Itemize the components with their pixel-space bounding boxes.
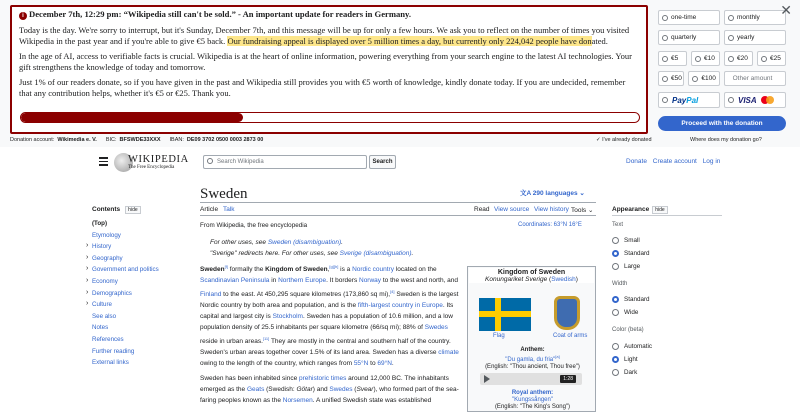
highlight: Our fundraising appeal is displayed over 5 million times a day, but currently only 224,042 people have don [227,35,592,46]
progress-fill [21,113,243,122]
radio-icon [761,56,767,62]
disambiguation-link[interactable]: Sverige (disambiguation) [339,250,412,257]
appeal-paragraph-1: Today is the day. We're sorry to interrupt, but it's Sunday, December 7th, and this message will be up for only a few hours. We ask you to reflect on the number of times you visited Wikipedia in the past year and if you're able to give €5 back. Our fundraising appeal is displayed over 5 million times a day, but currently only 224,042 people have donated. [19,25,630,46]
frequency-yearly[interactable]: yearly [724,30,786,45]
amount-50[interactable]: €50 [658,71,684,86]
coat-of-arms-image[interactable] [554,296,580,330]
anthem-link[interactable]: "Du gamla, du fria" [505,356,556,363]
amount-10[interactable]: €10 [691,51,720,66]
anthem: Anthem: "Du gamla, du fria"[a] (English: "Thou ancient, Thou free") [485,347,580,370]
amount-20[interactable]: €20 [724,51,753,66]
royal-anthem: Royal anthem: "Kungssången" (English: "The King's Song") [494,390,571,410]
radio-icon [662,56,668,62]
toc-item-demographics[interactable]: › Demographics [92,290,192,302]
tab-article[interactable]: Article [200,206,219,213]
radio-icon [692,76,698,82]
play-icon[interactable] [484,375,490,383]
radio-icon [728,97,734,103]
toc-item-further-reading[interactable]: Further reading [92,347,135,355]
radio-icon [728,15,734,21]
toc-item-history[interactable]: › History [92,243,192,255]
radio-icon [662,76,668,82]
card-option[interactable]: VISA [724,92,786,108]
appearance-heading: Appearance [612,206,650,213]
toc-item-etymology[interactable]: Etymology [92,231,121,239]
hatnote: "Sverige" redirects here. For other uses, see Sverige (disambiguation). [210,250,414,257]
toc-heading: Contents [92,206,121,213]
menu-icon[interactable] [99,157,108,168]
appeal-box [10,5,648,134]
text-small-radio[interactable]: Small [612,237,640,244]
info-icon: i [19,12,27,20]
radio-icon [662,15,668,21]
color-light-radio[interactable]: Light [612,356,638,363]
amount-25[interactable]: €25 [757,51,786,66]
toc-item-culture[interactable]: › Culture [92,301,192,313]
flag-link[interactable]: Flag [493,333,505,339]
width-wide-radio[interactable]: Wide [612,309,638,316]
other-amount-input[interactable]: Other amount [724,71,786,86]
close-icon[interactable]: ✕ [780,2,792,18]
login-link[interactable]: Log in [702,158,721,165]
infobox [467,266,596,412]
wordmark[interactable]: WIKIPEDIA [128,154,189,165]
amount-100[interactable]: €100 [688,71,719,86]
table-of-contents [92,206,192,371]
toc-item-notes[interactable]: Notes [92,324,109,332]
radio-icon [662,97,668,103]
appeal-paragraph-2: In the age of AI, access to verifiable facts is crucial. Wikipedia is at the heart of online information, powering everything from your search engine to the latest AI technologies. Your gift strengthens the knowledge of today and tomorrow. [19,51,632,72]
radio-icon [662,35,668,41]
search-button[interactable]: Search [369,155,396,169]
site-header [0,150,800,175]
radio-icon [728,56,734,62]
tagline: The Free Encyclopedia [128,165,175,170]
second-paragraph: Sweden has been inhabited since prehistoric times around 12,000 BC. The inhabitants emerged as the Geats (Swedish: Götar) and Swedes (Svear), who formed part of the sea-faring peoples known as the Norsemen. A unified Swedish state was established [200,375,459,404]
radio-icon [695,56,701,62]
disambiguation-link[interactable]: Sweden (disambiguation) [267,239,342,246]
hatnote: For other uses, see Sweden (disambiguation). [210,239,343,246]
paypal-option[interactable]: Pay Pal [658,92,720,108]
frequency-quarterly[interactable]: quarterly [658,30,720,45]
coordinates-link[interactable]: Coordinates: 63°N 16°E [518,222,582,228]
language-button[interactable]: 文A 290 languages ⌄ [520,190,585,197]
donation-form [658,10,786,131]
search-icon [207,158,213,164]
toc-item-top[interactable]: (Top) [92,220,107,227]
radio-icon [728,35,734,41]
infobox-native-name: Konungariket Sverige (Swedish) [485,276,578,283]
proceed-button[interactable]: Proceed with the donation [658,116,786,131]
already-donated-link[interactable]: ✓ I've already donated [596,137,652,143]
toc-item-economy[interactable]: › Economy [92,278,192,290]
personal-tools [626,158,724,165]
lead-paragraph: Sweden[f] formally the Kingdom of Sweden,[g][h] is a Nordic country located on the Scandinavian Peninsula in Northern Europe. It borders Norway to the west and north, and Finland to the east. At 450,295 square kilometres (173,860 sq mi),[4] Sweden is the largest Nordic country by both area and population, and is the fifth-largest country in Europe. Its capital and largest city is Stockholm. Sweden has a population of 10.6 million, and a low population density of 25.5 inhabitants per square kilometre (66/sq mi); 88% of Swedes reside in urban areas.[11] They are mostly in the central and southern half of the country. Sweden's urban areas together cover 1.5% of its land area. Sweden has a diverse climate owing to the length of the country, which ranges from 55°N to 69°N. [200,264,459,367]
fundraising-banner [0,0,800,147]
frequency-one-time[interactable]: one-time [658,10,720,25]
tab-read[interactable]: Read [474,206,490,213]
tools-menu[interactable]: Tools ⌄ [571,207,594,214]
appeal-paragraph-3: Just 1% of our readers donate, so if you have given in the past and Wikipedia still provides you with €5 worth of knowledge, kindly donate today. If you are undecided, remember that any contribution helps, whether it's €5 or €25. Thank you. [19,77,626,98]
page-title: Sweden [200,186,248,202]
coat-of-arms-link[interactable]: Coat of arms [553,333,588,339]
infobox-title: Kingdom of Sweden [497,269,566,276]
appearance-hide-button[interactable]: hide [652,206,667,214]
search-input[interactable]: Search Wikipedia [203,155,367,169]
text-large-radio[interactable]: Large [612,263,640,270]
toc-hide-button[interactable]: hide [125,206,140,214]
royal-anthem-link[interactable]: "Kungssången" [512,396,553,403]
tab-talk[interactable]: Talk [223,206,235,213]
tab-view-history[interactable]: View history [534,206,569,213]
audio-duration: 1:28 [560,375,576,383]
flag-image[interactable] [479,298,531,331]
appeal-heading: i December 7th, 12:29 pm: “Wikipedia still can't be sold.” - An important update for readers in Germany. [19,8,639,20]
where-donation-link[interactable]: Where does my donation go? [690,137,762,143]
toc-item-geography[interactable]: › Geography [92,255,192,267]
text-standard-radio[interactable]: Standard [612,250,650,257]
amount-5[interactable]: €5 [658,51,687,66]
color-automatic-radio[interactable]: Automatic [612,343,652,350]
appearance-panel: Appearance hide Text Small Standard Large Width Standard Wide Color (beta) Automatic Light Dark [612,206,722,214]
toc-item-external-links[interactable]: External links [92,359,129,367]
toc-item-see-also[interactable]: See also [92,312,117,320]
create-account-link[interactable]: Create account [652,158,697,165]
toc-item-references[interactable]: References [92,335,124,343]
tab-view-source[interactable]: View source [494,206,530,213]
site-subtitle: From Wikipedia, the free encyclopedia [200,222,308,229]
width-standard-radio[interactable]: Standard [612,296,650,303]
frequency-monthly[interactable]: monthly [724,10,786,25]
color-dark-radio[interactable]: Dark [612,369,637,376]
account-info: Donation account: Wikimedia e. V. BIC: BFSWDE33XXX IBAN: DE09 3702 0500 0003 2873 00 ✓ I've already donated Where does my donation go? [10,137,762,143]
toc-item-government[interactable]: › Government and politics [92,266,192,278]
donate-link[interactable]: Donate [626,158,647,165]
donation-progress-bar [20,112,640,123]
audio-player[interactable] [480,373,582,385]
